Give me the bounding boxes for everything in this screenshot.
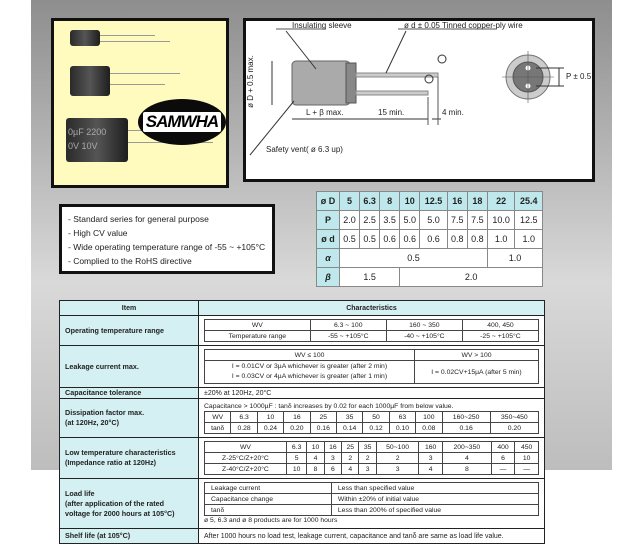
cell: 160~250: [442, 412, 490, 423]
feature-item: - High CV value: [68, 228, 128, 238]
dim-cell: 0.8: [447, 230, 467, 249]
cell: 0.16: [442, 423, 490, 434]
label-line: Dissipation factor max.: [65, 408, 145, 417]
cell: 5: [286, 453, 306, 464]
lead: [110, 84, 165, 85]
label-line: (at 120Hz, 20°C): [65, 418, 120, 427]
cell: 8: [307, 464, 324, 475]
cell: 4: [342, 464, 359, 475]
cell: 4: [442, 453, 491, 464]
dim-cell: 5: [340, 192, 360, 211]
low-temp-table: [204, 441, 539, 475]
cell: I = 0.02CV+15µA (after 5 min): [414, 361, 538, 384]
dim-cell: 6.3: [360, 192, 380, 211]
spec-row-load-life: [60, 479, 545, 529]
cell: 0.10: [389, 423, 415, 434]
spec-item-label: Operating temperature range: [60, 316, 199, 346]
dim-cell: 1.5: [340, 268, 400, 287]
dim-cell: 1.0: [487, 249, 542, 268]
lead-4-label: 4 min.: [442, 108, 464, 117]
load-life-table: [204, 482, 539, 516]
insulating-sleeve-label: Insulating sleeve: [292, 21, 352, 30]
cell: 4: [419, 464, 443, 475]
cell: -55 ~ +105°C: [310, 331, 386, 342]
dim-cell: 22: [487, 192, 515, 211]
cell: 0.24: [257, 423, 283, 434]
features-box: [59, 204, 275, 274]
cell: 0.08: [416, 423, 442, 434]
cell: 16: [324, 442, 341, 453]
cell: 10: [257, 412, 283, 423]
dim-cell: 7.5: [447, 211, 467, 230]
spec-header-row: [60, 301, 545, 316]
dim-row-label: ø d: [317, 230, 340, 249]
dim-cell: 0.6: [380, 230, 400, 249]
dim-cell: 0.6: [420, 230, 448, 249]
spec-header-characteristics: Characteristics: [199, 301, 545, 316]
capacitor-large: [66, 118, 128, 162]
cell: 10: [515, 453, 539, 464]
dim-row-alpha: [317, 249, 543, 268]
capacitor-print-2: 0V 10V: [68, 141, 98, 151]
cell: -25 ~ +105°C: [462, 331, 538, 342]
cell: 6: [324, 464, 341, 475]
spec-characteristics: [199, 438, 545, 479]
cell: 350~450: [490, 412, 538, 423]
spec-item-label: [60, 479, 199, 529]
leakage-line: I = 0.01CV or 3µA whichever is greater (after 2 min): [231, 363, 388, 370]
spec-row-operating-temp: [60, 316, 545, 346]
dim-cell: 5.0: [420, 211, 448, 230]
cell: 400, 450: [462, 320, 538, 331]
cell: 6.3: [231, 412, 257, 423]
feature-item: - Standard series for general purpose: [68, 214, 209, 224]
dim-cell: 0.5: [360, 230, 380, 249]
cell: 6.3: [286, 442, 306, 453]
spec-characteristics: [199, 316, 545, 346]
cell: 35: [336, 412, 362, 423]
lead: [100, 41, 170, 42]
product-photo: [51, 18, 229, 188]
cell: 63: [389, 412, 415, 423]
cell: WV ≤ 100: [205, 350, 415, 361]
cell: Temperature range: [205, 331, 311, 342]
cell: 0.12: [363, 423, 389, 434]
dim-cell: 0.5: [340, 230, 360, 249]
dim-cell: 8: [380, 192, 400, 211]
leakage-table: [204, 349, 539, 384]
cell: 25: [310, 412, 336, 423]
dim-cell: 16: [447, 192, 467, 211]
cell: 2: [342, 453, 359, 464]
dim-cell: 2.5: [360, 211, 380, 230]
dim-cell: 1.0: [515, 230, 543, 249]
dim-row-label: α: [317, 249, 340, 268]
cell: 3: [419, 453, 443, 464]
cell: 0.14: [336, 423, 362, 434]
dim-row-D: [317, 192, 543, 211]
cell: 4: [307, 453, 324, 464]
lead-15-label: 15 min.: [378, 108, 405, 117]
dim-cell: 0.5: [340, 249, 488, 268]
logo-text: SAMWHA: [143, 112, 221, 132]
cell: 0.16: [310, 423, 336, 434]
dimension-drawing: [243, 18, 595, 182]
cell: 100: [416, 412, 442, 423]
cell: 400: [491, 442, 515, 453]
cell: WV > 100: [414, 350, 538, 361]
cell: 10: [307, 442, 324, 453]
dim-cell: 2.0: [340, 211, 360, 230]
lead: [110, 73, 180, 74]
spec-row-low-temp: [60, 438, 545, 479]
dim-cell: 12.5: [515, 211, 543, 230]
cell: Less than specified value: [331, 483, 538, 494]
cell: tanδ: [205, 505, 332, 516]
dim-row-beta: [317, 268, 543, 287]
dim-row-P: [317, 211, 543, 230]
spec-table: [59, 300, 545, 544]
cell: —: [515, 464, 539, 475]
spec-row-shelf-life: [60, 529, 545, 544]
cell: 0.20: [284, 423, 310, 434]
spec-item-label: [60, 399, 199, 438]
cell: Less than 200% of specified value: [331, 505, 538, 516]
cell: 35: [359, 442, 376, 453]
dim-cell: 18: [467, 192, 487, 211]
feature-item: - Wide operating temperature range of -55 ~ +105°C: [68, 242, 266, 252]
dim-header: ø D: [317, 192, 340, 211]
spec-header-item: Item: [60, 301, 199, 316]
spec-row-tolerance: [60, 388, 545, 399]
dim-row-label: P: [317, 211, 340, 230]
capacitor-small: [70, 30, 100, 46]
cell: [205, 361, 415, 384]
cell: WV: [205, 412, 231, 423]
cell: 6: [491, 453, 515, 464]
spec-item-label: Shelf life (at 105°C): [60, 529, 199, 544]
dim-cell: 0.8: [467, 230, 487, 249]
cell: 160 ~ 350: [386, 320, 462, 331]
lead: [100, 35, 155, 36]
capacitor-medium: [70, 66, 110, 96]
cell: 2: [359, 453, 376, 464]
dim-cell: 2.0: [400, 268, 543, 287]
load-life-note: ø 5, 6.3 and ø 8 products are for 1000 hours: [204, 517, 338, 524]
dim-cell: 3.5: [380, 211, 400, 230]
cell: -40 ~ +105°C: [386, 331, 462, 342]
dim-cell: 1.0: [487, 230, 515, 249]
spec-characteristics: [199, 399, 545, 438]
cell: WV: [205, 442, 287, 453]
cell: WV: [205, 320, 311, 331]
spec-item-label: Leakage current max.: [60, 346, 199, 388]
leakage-line: I = 0.03CV or 4µA whichever is greater (after 1 min): [231, 373, 388, 380]
cell: —: [491, 464, 515, 475]
diameter-label: ø D + 0.5 max.: [245, 55, 255, 108]
spec-characteristics: [199, 479, 545, 529]
cell: tanδ: [205, 423, 231, 434]
cell: 8: [442, 464, 491, 475]
spec-item-label: [60, 438, 199, 479]
cell: 2: [376, 453, 419, 464]
cell: 25: [342, 442, 359, 453]
spec-item-label: Capacitance tolerance: [60, 388, 199, 399]
length-label: L + β max.: [306, 108, 344, 117]
cell: 3: [359, 464, 376, 475]
dim-cell: 10: [400, 192, 420, 211]
cell: 10: [286, 464, 306, 475]
capacitor-outline-diagram: [246, 21, 592, 179]
cell: Within ±20% of initial value: [331, 494, 538, 505]
cell: 200~350: [442, 442, 491, 453]
dim-cell: 5.0: [400, 211, 420, 230]
dissipation-note: Capacitance > 1000µF : tanδ increases by 0.02 for each 1000µF from below value.: [204, 403, 454, 410]
dim-cell: 7.5: [467, 211, 487, 230]
wire-label: ø d ± 0.05 Tinned copper-ply wire: [404, 21, 523, 30]
cell: Z-25°C/Z+20°C: [205, 453, 287, 464]
label-line: voltage for 2000 hours at 105°C): [65, 508, 175, 518]
cell: 3: [324, 453, 341, 464]
safety-vent-label: Safety vent( ø 6.3 up): [266, 145, 343, 154]
cell: 6.3 ~ 100: [310, 320, 386, 331]
label-line: Low temperature characteristics: [65, 448, 176, 457]
label-line: Load life: [65, 488, 95, 498]
samwha-logo: [138, 99, 226, 145]
cell: Capacitance change: [205, 494, 332, 505]
dim-row-d: [317, 230, 543, 249]
cell: 16: [284, 412, 310, 423]
operating-temp-table: [204, 319, 539, 342]
dim-cell: 0.6: [400, 230, 420, 249]
dimension-table: [316, 191, 543, 287]
cell: 160: [419, 442, 443, 453]
capacitor-print-1: 0µF 2200: [68, 127, 107, 137]
spec-row-leakage: [60, 346, 545, 388]
dim-cell: 12.5: [420, 192, 448, 211]
cell: Z-40°C/Z+20°C: [205, 464, 287, 475]
dim-cell: 25.4: [515, 192, 543, 211]
dissipation-table: [204, 411, 539, 434]
tolerance-value: ±20% at 120Hz, 20°C: [199, 388, 545, 399]
label-line: (after application of the rated: [65, 498, 165, 508]
cell: 450: [515, 442, 539, 453]
spec-row-dissipation: [60, 399, 545, 438]
cell: 50: [363, 412, 389, 423]
shelf-life-value: After 1000 hours no load test, leakage current, capacitance and tanδ are same as load life value.: [199, 529, 545, 544]
label-line: (Impedance ratio at 120Hz): [65, 458, 157, 467]
cell: 50~100: [376, 442, 419, 453]
feature-item: - Complied to the RoHS directive: [68, 256, 192, 266]
dim-cell: 10.0: [487, 211, 515, 230]
cell: 0.20: [490, 423, 538, 434]
cell: 0.28: [231, 423, 257, 434]
cell: Leakage current: [205, 483, 332, 494]
dim-row-label: β: [317, 268, 340, 287]
pitch-label: P ± 0.5: [566, 72, 592, 81]
cell: 3: [376, 464, 419, 475]
spec-characteristics: [199, 346, 545, 388]
